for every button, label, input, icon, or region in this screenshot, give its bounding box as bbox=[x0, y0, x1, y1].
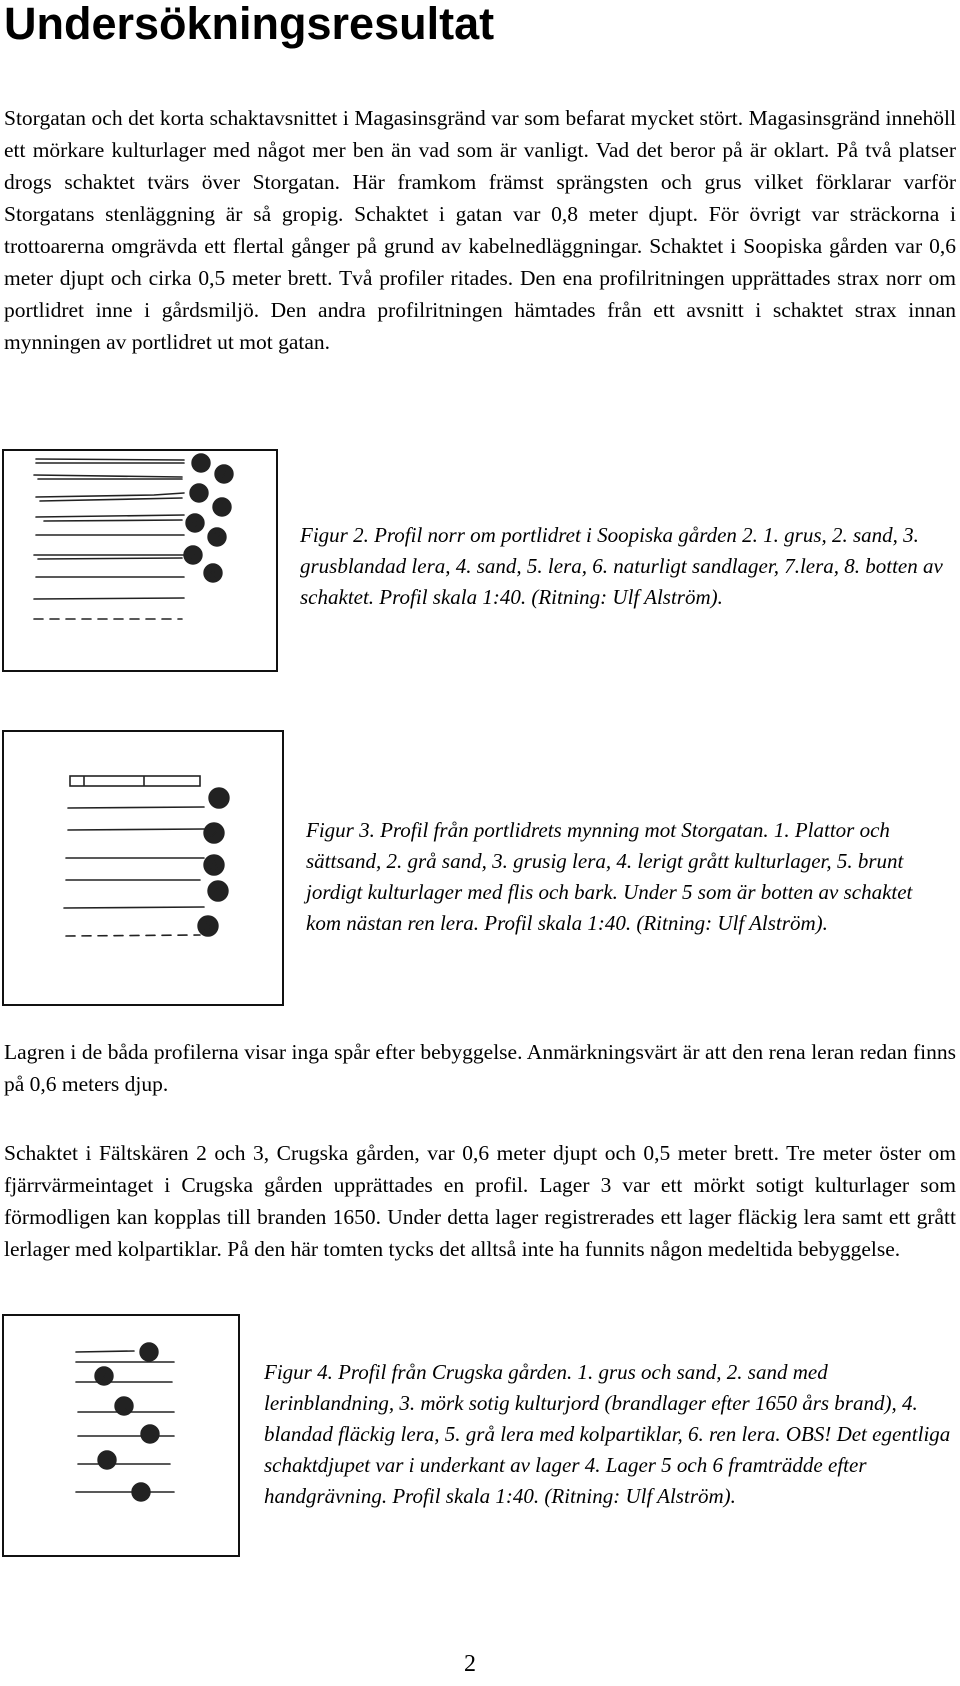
layer-number-label: 3 bbox=[194, 486, 204, 502]
figure-3-caption: Figur 3. Profil från portlidrets mynning mot Storgatan. 1. Plattor och sättsand, 2. grå sand, 3. grusig lera, 4. lerigt grått kulturlager, 5. brunt jordigt kulturlager med flis och bark. Under 5 som är botten av schaktet kom nästan ren lera. Profil skala 1:40. (Ritning: Ulf Alström). bbox=[306, 818, 913, 935]
layer-number-label: 5 bbox=[190, 516, 200, 532]
figure-3-drawing bbox=[2, 730, 284, 1006]
paragraph-intro: Storgatan och det korta schaktavsnittet i Magasinsgränd var som befarat mycket stört. Magasinsgränd innehöll ett mörkare kulturlager med något mer ben än vad som är vanligt. Vad det beror på är oklart. På två platser drogs schaktet tvärs över Storgatan. Här framkom främst sprängsten och grus vilket förklarar varför Storgatans stenläggning är så gropig. Schaktet i gatan var 0,8 meter djupt. För övrigt var sträckorna i trottoarerna omgrävda ett flertal gånger på grund av kabelnedläggningar. Schaktet i Soopiska gården var 0,6 meter djupt och cirka 0,5 meter brett. Två profiler ritades. Den ena profilritningen upprättades strax norr om portlidret inne i gårdsmiljö. Den andra profilritningen hämtades från ett avsnitt i schaktet strax innan mynningen av portlidret ut mot gatan. bbox=[4, 106, 956, 354]
layer-number-label: 1 bbox=[144, 1345, 154, 1361]
layer-number-label: 2 bbox=[99, 1369, 109, 1385]
figure-2-drawing bbox=[2, 449, 278, 672]
layer-number-label: 4 bbox=[145, 1427, 155, 1443]
layer-number-label: 1 bbox=[214, 789, 224, 807]
paragraph-layers: Lagren i de båda profilerna visar inga spår efter bebyggelse. Anmärkningsvärt är att den rena leran redan finns på 0,6 meters djup. bbox=[4, 1040, 956, 1096]
profile-layer-lines bbox=[64, 776, 204, 936]
layer-number-label: 8 bbox=[208, 566, 218, 582]
figure-2-caption: Figur 2. Profil norr om portlidret i Soopiska gården 2. 1. grus, 2. sand, 3. grusblandad lera, 4. sand, 5. lera, 6. naturligt sandlager, 7.lera, 8. botten av schaktet. Profil skala 1:40. (Ritning: Ulf Alström). bbox=[300, 523, 943, 609]
profile-layer-lines bbox=[76, 1351, 174, 1492]
layer-number-label: 7 bbox=[188, 548, 198, 564]
figure-4-caption: Figur 4. Profil från Crugska gården. 1. grus och sand, 2. sand med lerinblandning, 3. mörk sotig kulturjord (brandlager efter 1650 års brand), 4. blandad fläckig lera, 5. grå lera med kolpartiklar, 6. ren lera. OBS! Det egentliga schaktdjupet var i underkant av lager 4. Lager 5 och 6 framträdde efter handgrävning. Profil skala 1:40. (Ritning: Ulf Alström). bbox=[264, 1360, 951, 1508]
layer-number-label: 3 bbox=[119, 1399, 129, 1415]
profile-layer-lines bbox=[34, 459, 184, 619]
layer-number-label: 5 bbox=[102, 1453, 112, 1469]
layer-number-label: 2 bbox=[209, 824, 219, 842]
page-number: 2 bbox=[464, 1651, 476, 1677]
layer-number-label: 2 bbox=[219, 467, 229, 483]
figure-4-drawing bbox=[2, 1314, 240, 1557]
layer-number-label: 5 bbox=[203, 917, 213, 935]
layer-number-label: 4 bbox=[213, 882, 223, 900]
layer-number-label: 6 bbox=[212, 530, 222, 546]
layer-number-label: 3 bbox=[209, 856, 219, 874]
layer-number-label: 1 bbox=[196, 456, 206, 472]
page-title: Undersökningsresultat bbox=[4, 0, 495, 49]
layer-number-label: 4 bbox=[217, 500, 227, 516]
paragraph-crugska: Schaktet i Fältskären 2 och 3, Crugska gården, var 0,6 meter djupt och 0,5 meter brett. Tre meter öster om fjärrvärmeintaget i Crugska gården upprättades en profil. Lager 3 var ett mörkt sotigt kulturlager som förmodligen kan kopplas till branden 1650. Under detta lager registrerades ett lager fläckig lera samt ett grått lerlager med kolpartiklar. På den här tomten tycks det alltså inte ha funnits någon medeltida bebyggelse. bbox=[4, 1141, 956, 1261]
layer-number-label: 6 bbox=[136, 1485, 146, 1501]
